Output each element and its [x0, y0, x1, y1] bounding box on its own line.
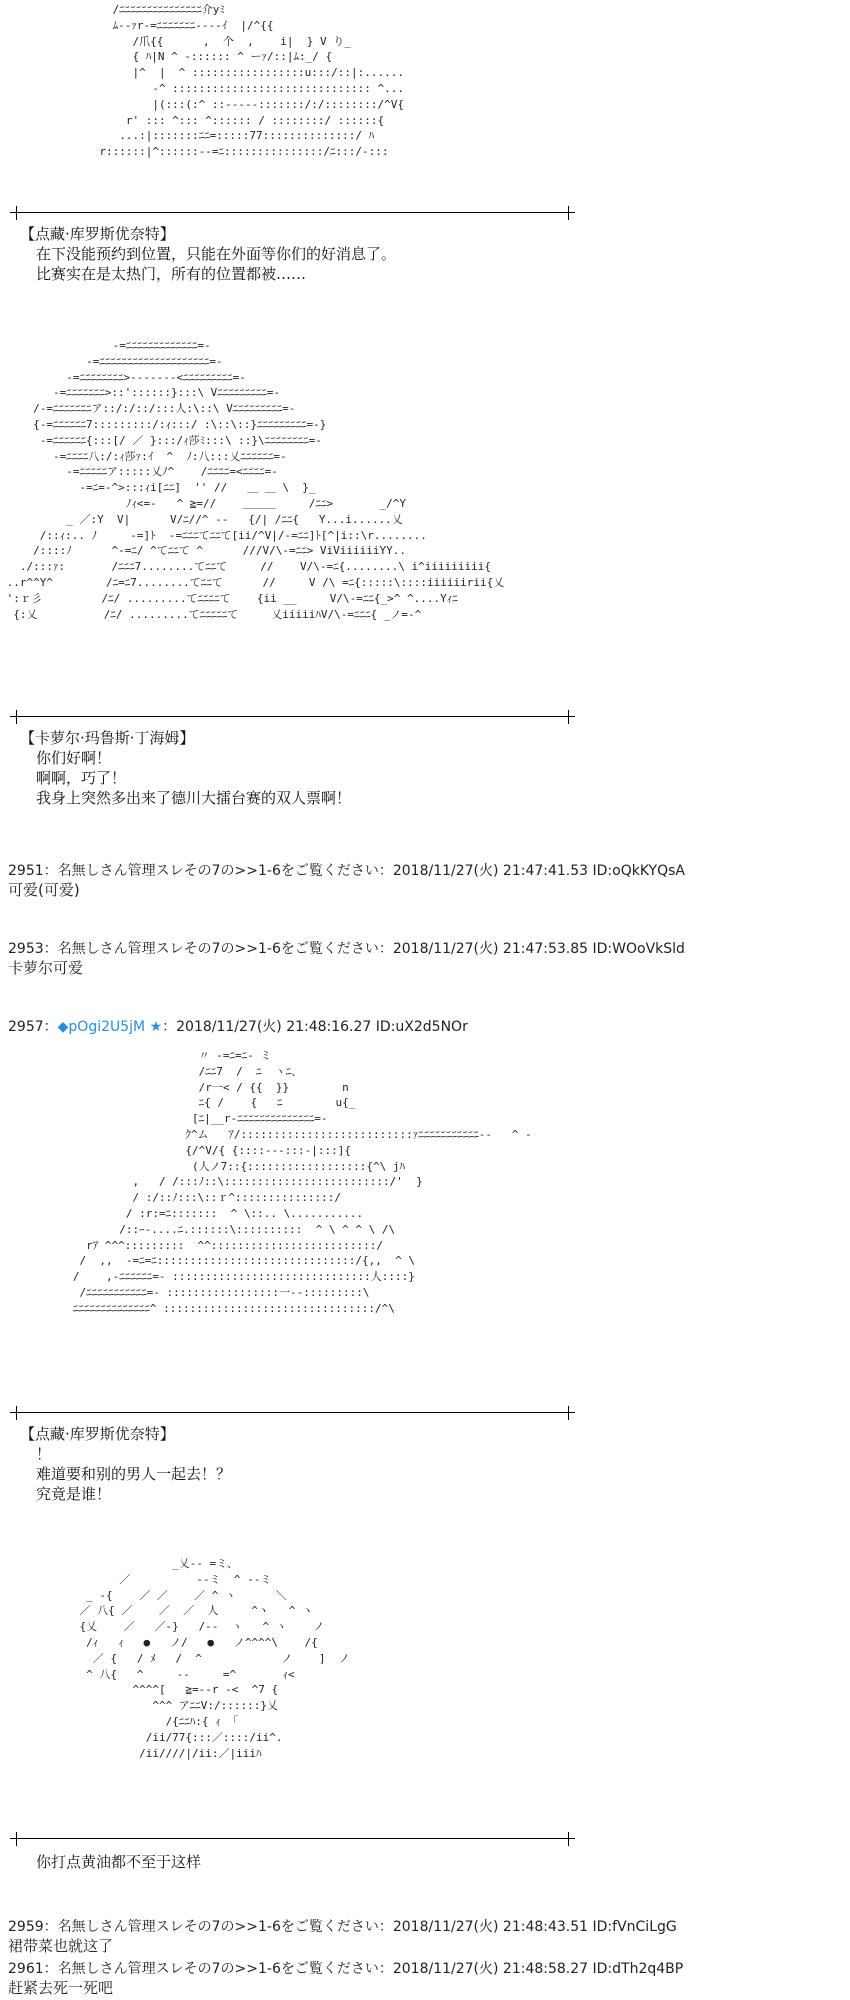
speaker-label: 【点藏·库罗斯优奈特】: [20, 225, 175, 243]
post-header: 2951：名無しさん管理スレその7の>>1-6をご覧ください：2018/11/27(火) 21:47:41.53 ID:oQkKYQsA: [8, 863, 685, 879]
dialogue-line: 难道要和别的男人一起去！？: [36, 1465, 232, 1483]
post-header: [8, 1018, 468, 1037]
dialogue-line: ！: [36, 1445, 52, 1463]
post-header: 2961：名無しさん管理スレその7の>>1-6をご覧ください：2018/11/27(火) 21:48:58.27 ID:dTh2q4BP: [8, 1961, 684, 1977]
post-2953: [8, 940, 685, 978]
panel-divider-2: [10, 716, 575, 717]
panel-divider-3: [10, 1412, 575, 1413]
post-timestamp-id: ：2018/11/27(火) 21:48:16.27 ID:uX2d5NOr: [162, 1019, 468, 1035]
panel-divider-1: [10, 212, 575, 213]
dialogue-block-2: [20, 728, 351, 808]
dialogue-line: 你打点黄油都不至于这样: [36, 1853, 202, 1871]
speaker-label: 【卡萝尔·玛鲁斯·丁海姆】: [20, 729, 195, 747]
dialogue-line: 你们好啊！: [36, 749, 112, 767]
dialogue-line: 啊啊，巧了！: [36, 769, 127, 787]
ascii-art-character-3: 〃 -=ﾆ=ﾆ- ミ /ﾆﾆ7 / ﾆ ヽﾆ、 /r一< / {{ }} n ﾆ{ / { ﾆ u{_ [ﾆ|__r-ﾆﾆﾆﾆﾆﾆﾆﾆﾆﾆﾆﾆﾆﾆ=- ｸ^ム ｱ/::::::::::::::::::::::::::ｧﾆﾆﾆﾆﾆﾆﾆﾆﾆﾆﾆ-- ^ - {/^V/{ {::::---:::-|:::]{ (人ノ7::{::::::::::::::::::{^\ jﾊ , / /:::ﾉ::\:::::::::::::::::::::::::/' } / :/::ﾉ:::\::ｒ^:::::::::::::::/ / :r:=ﾆ::::::: ^ \::.. \........... /::ｰ-....ﾆ.::::::\:::::::::: ^ \ ^ ^ \ /\ rｱ ^^^::::::::: ^^:::::::::::::::::::::::::/ / ,, -=ﾆ=ﾆ::::::::::::::::::::::::::::::/{,, ^ \ / ,-ﾆﾆﾆﾆﾆﾆ=- ::::::::::::::::::::::::::::::人::::} /ﾆﾆﾆﾆﾆﾆﾆﾆﾆﾆﾆ=- :::::::::::::::::一--:::::::::\ ﾆﾆﾆﾆﾆﾆﾆﾆﾆﾆﾆﾆﾆﾆ^ ::::::::::::::::::::::::::::::::/^\: [72, 1049, 532, 1315]
post-2959: [8, 1918, 677, 1956]
ascii-art-character-4: _乂-- =ミ、 ／ --ミ ^ --ミ _ -{ ／ ／ ／ ^ ヽ ＼ ／ 八{ ／ ／ ／ 人 ^ヽ ^ ヽ {乂 ／ ／-} /-- ヽ ^ ヽ ノ /ｨ ｨ ● ノ/ ● ノ^^^^\ /{ ／ { / ﾒ / ^ ノ ] ノ ^ 八{ ^ -- =^ ｨ< ^^^^[ ≧=--r -< ^7 { ^^^ アﾆﾆV:/::::::}乂 /{ﾆﾆﾊ:{ ｨ 「 /ii/77{:::／::::/ii^. /ii////|/ii:／|iiiﾊ: [79, 1557, 350, 1760]
dialogue-line: 比赛实在是太热门，所有的位置都被……: [36, 265, 307, 283]
post-body: 可爱(可爱): [8, 881, 80, 899]
ascii-art-character-1: /ﾆﾆﾆﾆﾆﾆﾆﾆﾆﾆﾆﾆﾆﾆﾆ介yﾐ ﾑ--ｧr-=ﾆﾆﾆﾆﾆﾆﾆ----ｲ |/^{{ /爪{{ , 个 , i| } V り_ { ﾊ|N ^ -:::::: ^ ーｧ/::|ﾑ:_/ { |^ | ^ :::::::::::::::::u:::/::|:...... -^ :::::::::::::::::::::::::::::: ^... |(:::(:^ ::-----:::::::/:/::::::::/^V{ r' ::: ^::: ^:::::: / ::::::::/ ::::::{ ...:|:::::::ﾆﾆ=:::::77::::::::::::::/ ﾊ r::::::|^::::::--=ﾆ:::::::::::::::/ﾆ:::/-:::: [99, 3, 404, 159]
trip-code-link[interactable]: ◆pOgi2U5jM ★: [57, 1019, 163, 1035]
dialogue-block-3: [20, 1424, 231, 1504]
dialogue-line: 究竟是谁！: [36, 1485, 112, 1503]
dialogue-line: 在下没能预约到位置，只能在外面等你们的好消息了。: [36, 245, 397, 263]
post-header: 2959：名無しさん管理スレその7の>>1-6をご覧ください：2018/11/27(火) 21:48:43.51 ID:fVnCiLgG: [8, 1919, 677, 1935]
post-header: 2953：名無しさん管理スレその7の>>1-6をご覧ください：2018/11/27(火) 21:47:53.85 ID:WOoVkSld: [8, 941, 685, 957]
post-2961: [8, 1960, 683, 1998]
post-body: 赶紧去死一死吧: [8, 1979, 114, 1997]
dialogue-line: 我身上突然多出来了德川大擂台赛的双人票啊！: [36, 789, 352, 807]
post-body: 卡萝尔可爱: [8, 959, 84, 977]
post-2951: [8, 862, 685, 900]
panel-divider-4: [10, 1838, 575, 1839]
ascii-art-character-2: -=ﾆﾆﾆﾆﾆﾆﾆﾆﾆﾆﾆﾆﾆ=- -=ﾆﾆﾆﾆﾆﾆﾆﾆﾆﾆﾆﾆﾆﾆﾆﾆﾆﾆﾆﾆ=- -=ﾆﾆﾆﾆﾆﾆﾆﾆ>-------<ﾆﾆﾆﾆﾆﾆﾆﾆﾆ=- -=ﾆﾆﾆﾆﾆﾆﾆ>::'::::::}:::\ Vﾆﾆﾆﾆﾆﾆﾆﾆﾆ=- /-=ﾆﾆﾆﾆﾆﾆﾆア::/:/::/:::人:\::\ Vﾆﾆﾆﾆﾆﾆﾆﾆﾆ=- {-=ﾆﾆﾆﾆﾆﾆ7:::::::::/:ｨ:::/ :\::\::}ﾆﾆﾆﾆﾆﾆﾆﾆﾆ=-} -=ﾆﾆﾆﾆﾆﾆ{:::[/ ／ }:::/ｨ莎ﾐ:::\ ::}\ﾆﾆﾆﾆﾆﾆﾆﾆ=- -=ﾆﾆﾆﾆ八:/:ｨ莎ｧ:ｲ ^ ﾉ:八:::乂ﾆﾆﾆﾆﾆﾆ=- -=ﾆﾆﾆﾆﾆア:::::乂ﾉ^ /ﾆﾆﾆﾆ=<ﾆﾆﾆﾆ=- -=ﾆ=-^>:::ｨi[ﾆﾆ] '' // ＿ ＿ \ }_ ﾉｨ<=- ^ ≧=// ＿＿＿ /ﾆﾆ> _/^Y _ ／:Y V| V/ﾆ//^ -- {/| /ﾆﾆ{ Y...i......乂 /::ｨ:.. ﾉ -=]ﾄ -=ﾆﾆﾆてﾆﾆて[ii/^V|/-=ﾆﾆ]ﾄ[^|i::\r........ /::::ﾉ ^-=ﾆ/ ^てﾆﾆて ^ ///V/\-=ﾆﾆ> ViViiiiiiYY.. ./:::ｧ: /ﾆﾆﾆ7........てﾆﾆて // V/\-=ﾆ{........\ i^iiiiiiiii{ ..r^^Y^ /ﾆ=ﾆ7........てﾆﾆて // V /\ =ﾆ{:::::\::::iiiiiirii{乂 ':ｒ彡 /ﾆ/ .........てﾆﾆﾆﾆて {ii __ V/\-=ﾆﾆ{_>^ ^....Yｨﾆ {:乂 /ﾆ/ .........てﾆﾆﾆﾆﾆて 乂iiiiiﾊV/\-=ﾆﾆﾆ{ _ノ=-^: [6, 339, 505, 621]
speaker-label: 【点藏·库罗斯优奈特】: [20, 1425, 175, 1443]
post-number: 2957：: [8, 1019, 58, 1035]
post-2957: [8, 1018, 468, 1037]
post-body: 裙带菜也就这了: [8, 1937, 114, 1955]
dialogue-block-1: [20, 224, 396, 284]
dialogue-block-4: [20, 1852, 201, 1872]
